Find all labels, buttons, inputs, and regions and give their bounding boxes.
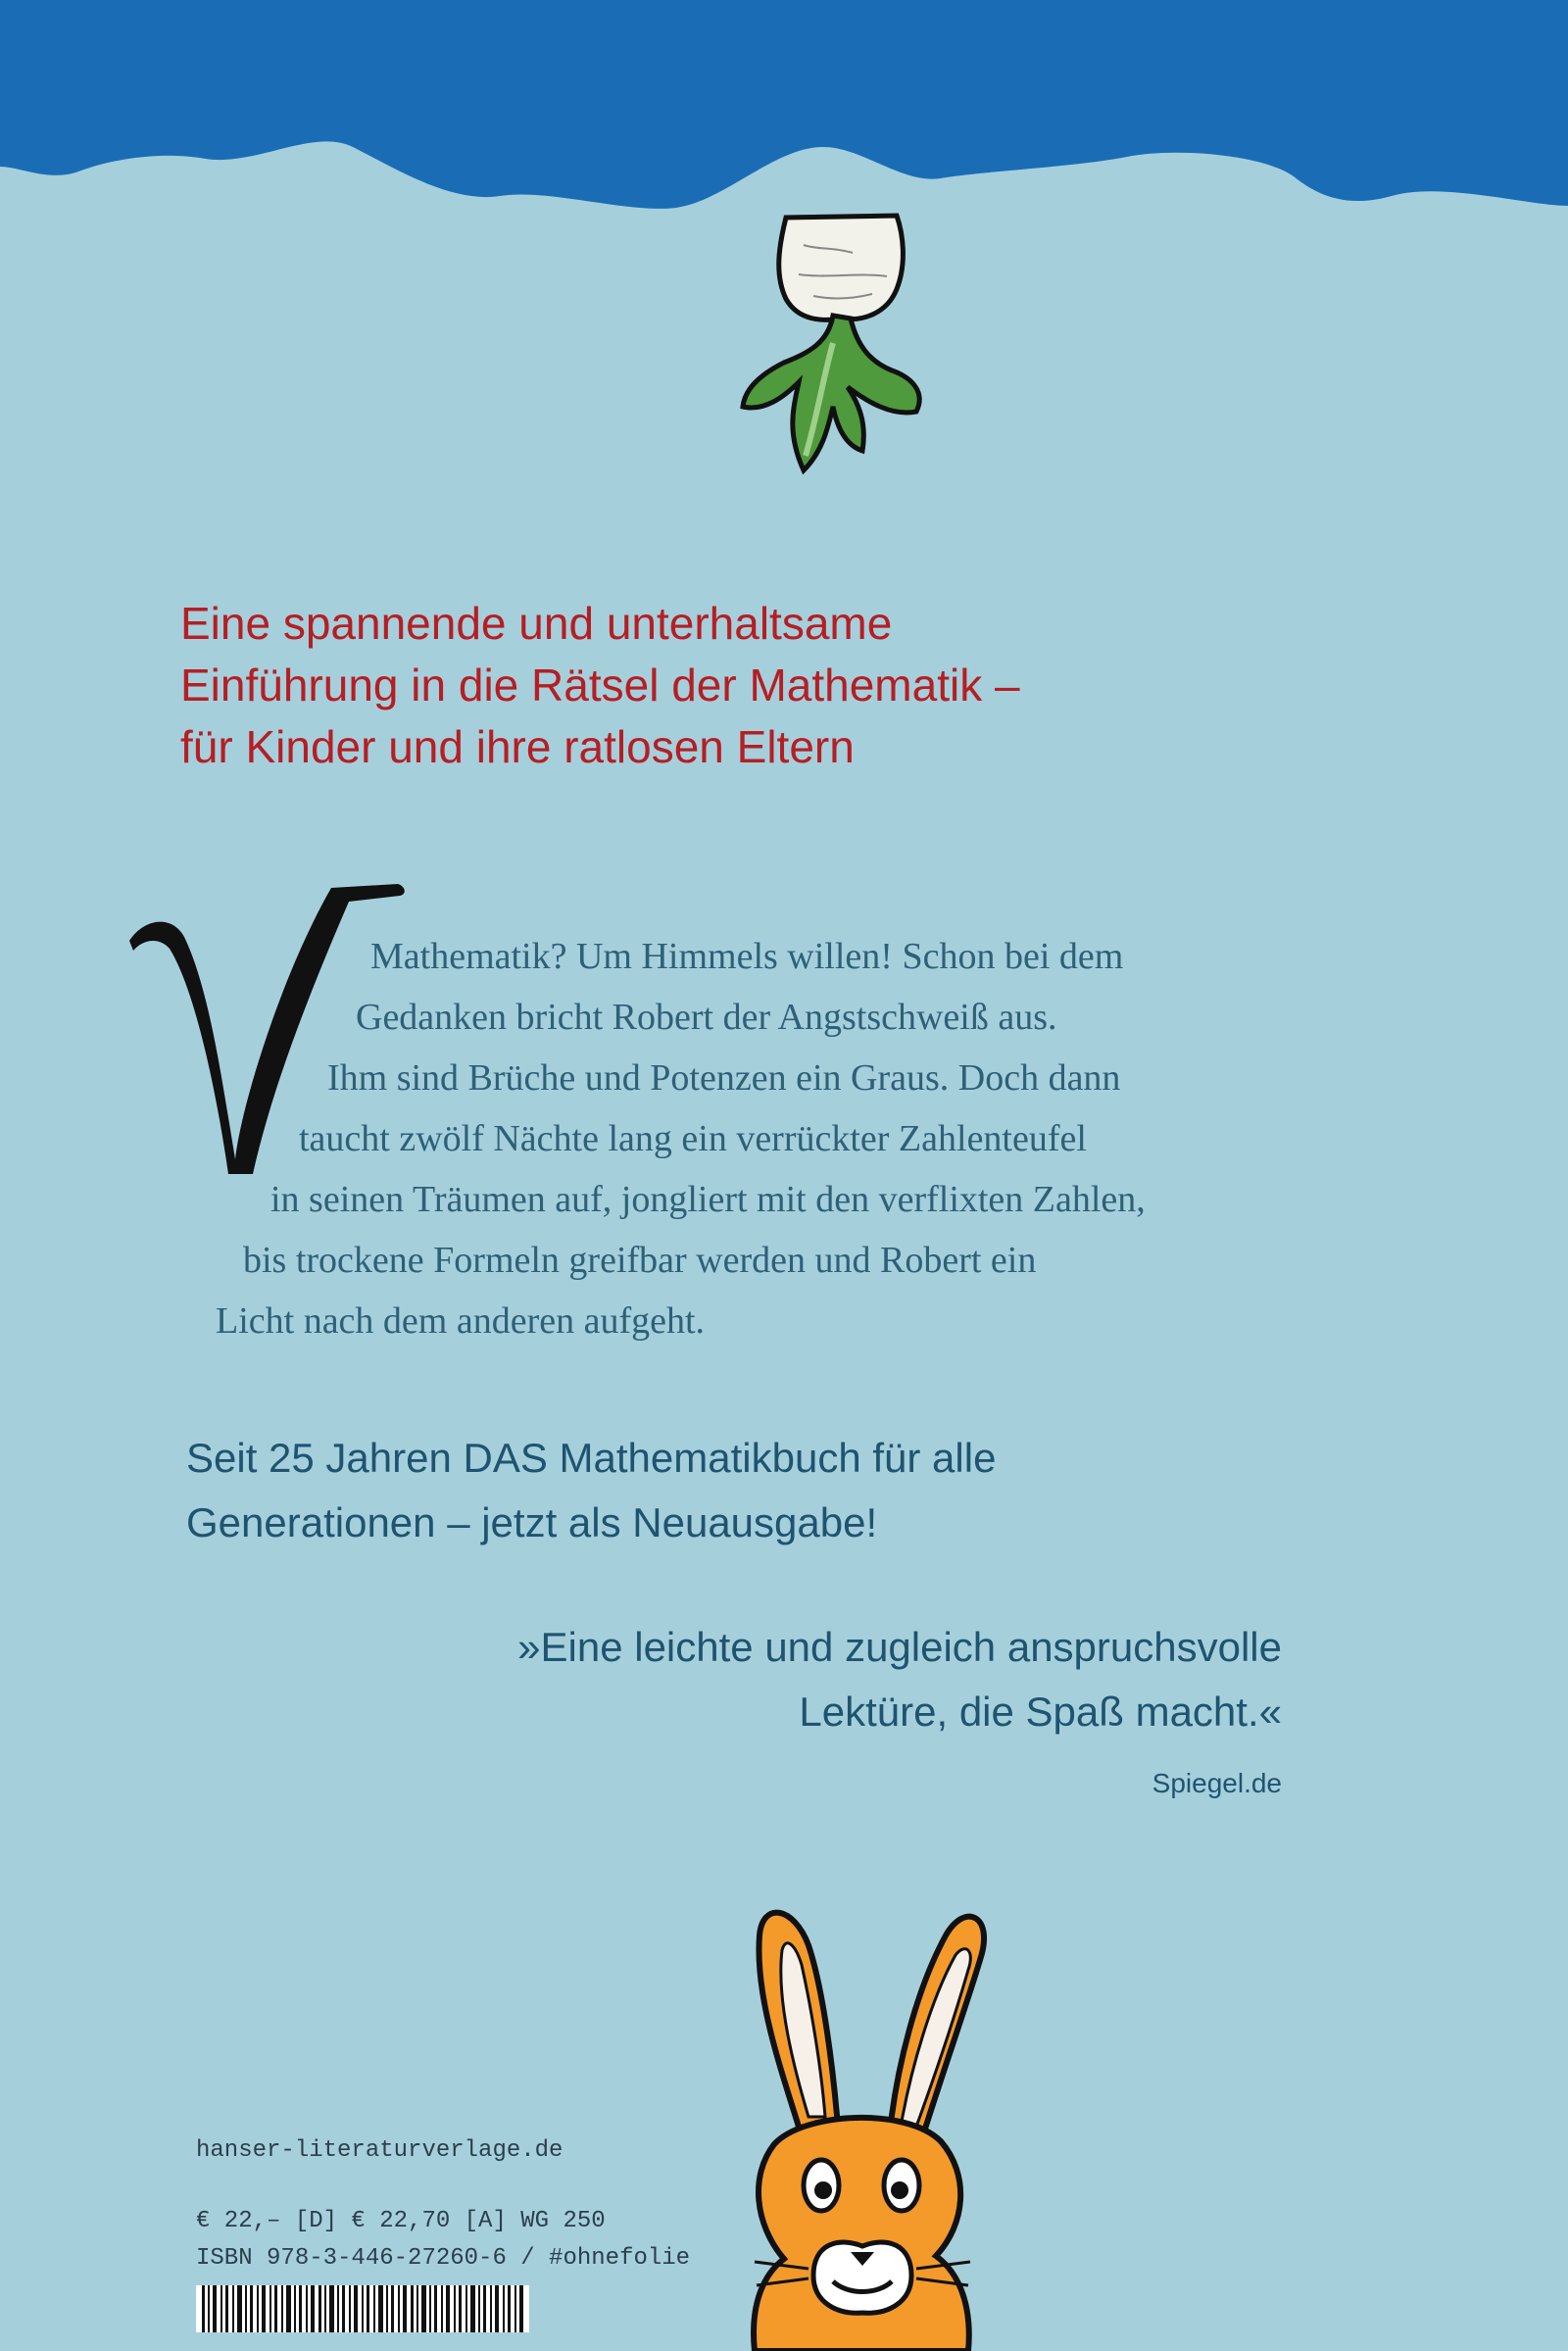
turnip-illustration [725, 206, 960, 490]
publisher-website: hanser-literaturverlage.de [196, 2137, 564, 2164]
review-quote [400, 1615, 1282, 1744]
blurb-line: in seinen Träumen auf, jongliert mit den verflixten Zahlen, [270, 1179, 1146, 1220]
generations-line: Seit 25 Jahren DAS Mathematikbuch für alle [186, 1435, 997, 1481]
tagline-line: für Kinder und ihre ratlosen Eltern [180, 721, 855, 772]
blurb-line: taucht zwölf Nächte lang ein verrückter Zahlenteufel [299, 1118, 1087, 1159]
blurb-line: Ihm sind Brüche und Potenzen ein Graus. Doch dann [327, 1057, 1121, 1099]
price-line: € 22,– [D] € 22,70 [A] WG 250 [196, 2208, 606, 2234]
quote-source: Spiegel.de [1152, 1768, 1282, 1798]
tagline [180, 593, 1258, 778]
generations-statement [186, 1426, 1264, 1555]
blurb-line: Gedanken bricht Robert der Angstschweiß aus. [356, 997, 1057, 1038]
barcode-icon [196, 2285, 529, 2332]
blurb-line: bis trockene Formeln greifbar werden und Robert ein [243, 1240, 1037, 1281]
blurb-line: Mathematik? Um Himmels willen! Schon bei dem [370, 936, 1124, 977]
tagline-line: Eine spannende und unterhaltsame [180, 598, 893, 649]
imprint [196, 2132, 690, 2278]
quote-line: Lektüre, die Spaß macht.« [799, 1689, 1282, 1735]
hare-illustration [715, 1891, 1009, 2351]
tagline-line: Einführung in die Rätsel der Mathematik – [180, 660, 1020, 710]
quote-line: »Eine leichte und zugleich anspruchsvolle [517, 1624, 1282, 1670]
generations-line: Generationen – jetzt als Neuausgabe! [186, 1499, 878, 1545]
blurb-line: Licht nach dem anderen aufgeht. [216, 1300, 706, 1342]
isbn-line: ISBN 978-3-446-27260-6 / #ohnefolie [196, 2245, 691, 2272]
